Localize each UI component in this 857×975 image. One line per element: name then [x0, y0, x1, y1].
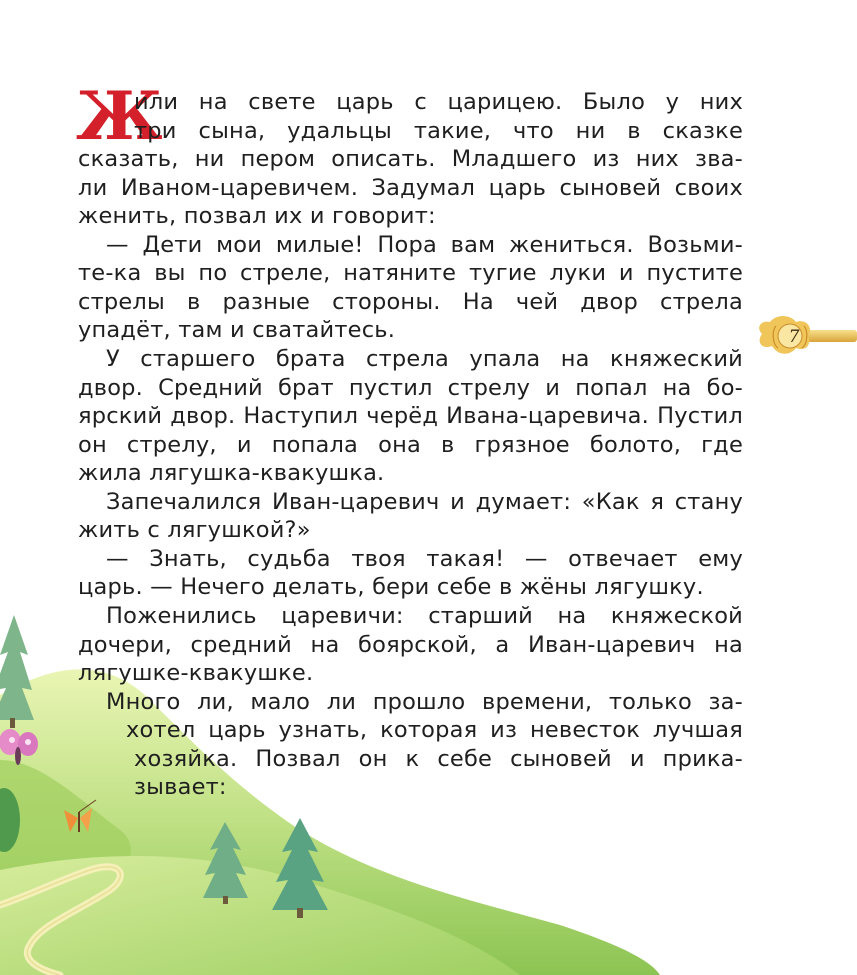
text-line: У старшего брата стрела упала на княжеский: [106, 346, 743, 372]
text-line: или на свете царь с царицею. Было у них: [134, 89, 743, 115]
text-line: дочери, средний на боярской, а Иван-царевич на: [78, 632, 743, 658]
text-line: жить с лягушкой?»: [78, 517, 311, 543]
text-line: сказать, ни пером описать. Младшего из них зва-: [78, 146, 743, 172]
text-line: стрелы в разные стороны. На чей двор стрела: [78, 289, 743, 315]
text-line: упадёт, там и сватайтесь.: [78, 317, 396, 343]
text-line: двор. Средний брат пустил стрелу и попал на бо-: [78, 375, 743, 401]
text-line: — Дети мои милые! Пора вам жениться. Возьми-: [106, 232, 743, 258]
pine-tree-left: [0, 615, 34, 728]
page-number: 7: [788, 327, 800, 347]
text-line: — Знать, судьба твоя такая! — отвечает ему: [106, 546, 743, 572]
text-line: три сына, удальцы такие, что ни в сказке: [134, 118, 743, 144]
text-line: ярский двор. Наступил черёд Ивана-царевича. Пустил: [78, 403, 743, 429]
text-line: ли Иваном-царевичем. Задумал царь сыновей своих: [78, 175, 743, 201]
text-line: Запечалился Иван-царевич и думает: «Как я стану: [106, 489, 743, 515]
text-line: хозяйка. Позвал он к себе сыновей и прика-: [134, 746, 743, 772]
text-line: те-ка вы по стреле, натяните тугие луки и пустите: [78, 260, 743, 286]
text-line: царь. — Нечего делать, бери себе в жёны лягушку.: [78, 574, 704, 600]
text-line: Поженились царевичи: старший на княжеской: [106, 603, 743, 629]
text-line: Много ли, мало ли прошло времени, только за-: [106, 689, 743, 715]
text-line: жила лягушка-квакушка.: [78, 460, 385, 486]
text-line: зывает:: [134, 774, 227, 800]
text-line: женить, позвал их и говорит:: [78, 203, 436, 229]
drop-cap: Ж: [76, 77, 163, 155]
text-line: он стрелу, и попала она в грязное болото, где: [78, 432, 743, 458]
text-line: хотел царь узнать, которая из невесток лучшая: [126, 717, 743, 743]
text-line: лягушке-квакушке.: [78, 660, 314, 686]
